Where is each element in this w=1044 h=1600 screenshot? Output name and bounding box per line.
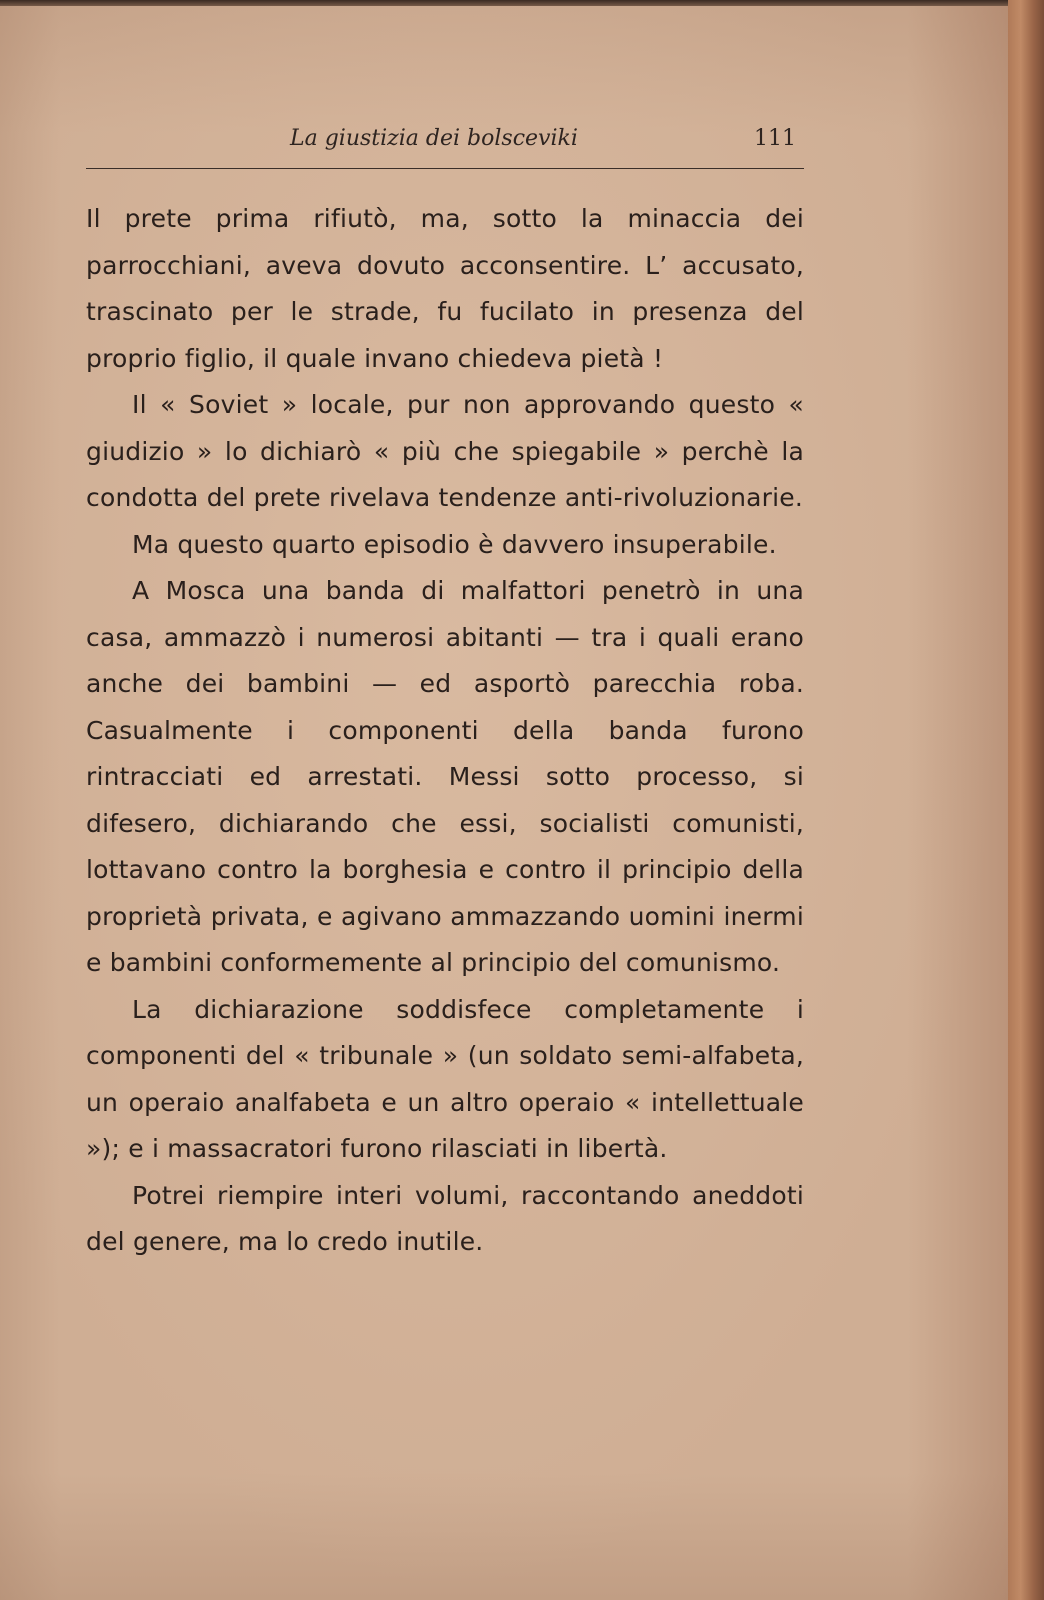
paragraph: Potrei riempire interi volumi, raccontando aneddoti del genere, ma lo credo inutile. <box>86 1180 804 1256</box>
page-number: 111 <box>754 126 796 151</box>
paragraph: Il « Soviet » locale, pur non approvando questo « giudizio » lo dichiarò « più che spiegabile » perchè la condotta del prete rivelava tendenze anti-rivoluzionarie. <box>86 390 804 512</box>
body-text <box>86 196 804 1266</box>
page-header <box>86 124 804 164</box>
paragraph: La dichiarazione soddisfece completamente i componenti del « tribunale » (un soldato semi-alfabeta, un operaio analfabeta e un altro operaio « intellettuale »); e i massacratori furono rilasciati in libertà. <box>86 994 804 1163</box>
paragraph: Il prete prima rifiutò, ma, sotto la minaccia dei parrocchiani, aveva dovuto acconsentire. L’ accusato, trascinato per le strade, fu fucilato in presenza del proprio figlio, il quale invano chiedeva pietà ! <box>86 204 804 373</box>
paragraph: A Mosca una banda di malfattori penetrò in una casa, ammazzò i numerosi abitanti — tra i quali erano anche dei bambini — ed asportò parecchia roba. Casualmente i componenti della banda furono rintracciati ed arrestati. Messi sotto processo, si difesero, dichiarando che essi, socialisti comunisti, lottavano contro la borghesia e contro il principio della proprietà privata, e agivano ammazzando uomini inermi e bambini conformemente al principio del comunismo. <box>86 576 804 977</box>
page-edge-stack <box>1008 0 1044 1600</box>
header-rule <box>86 168 804 169</box>
paragraph: Ma questo quarto episodio è davvero insuperabile. <box>132 529 777 559</box>
running-title: La giustizia dei bolsceviki <box>290 126 578 151</box>
book-page <box>0 6 1008 1600</box>
